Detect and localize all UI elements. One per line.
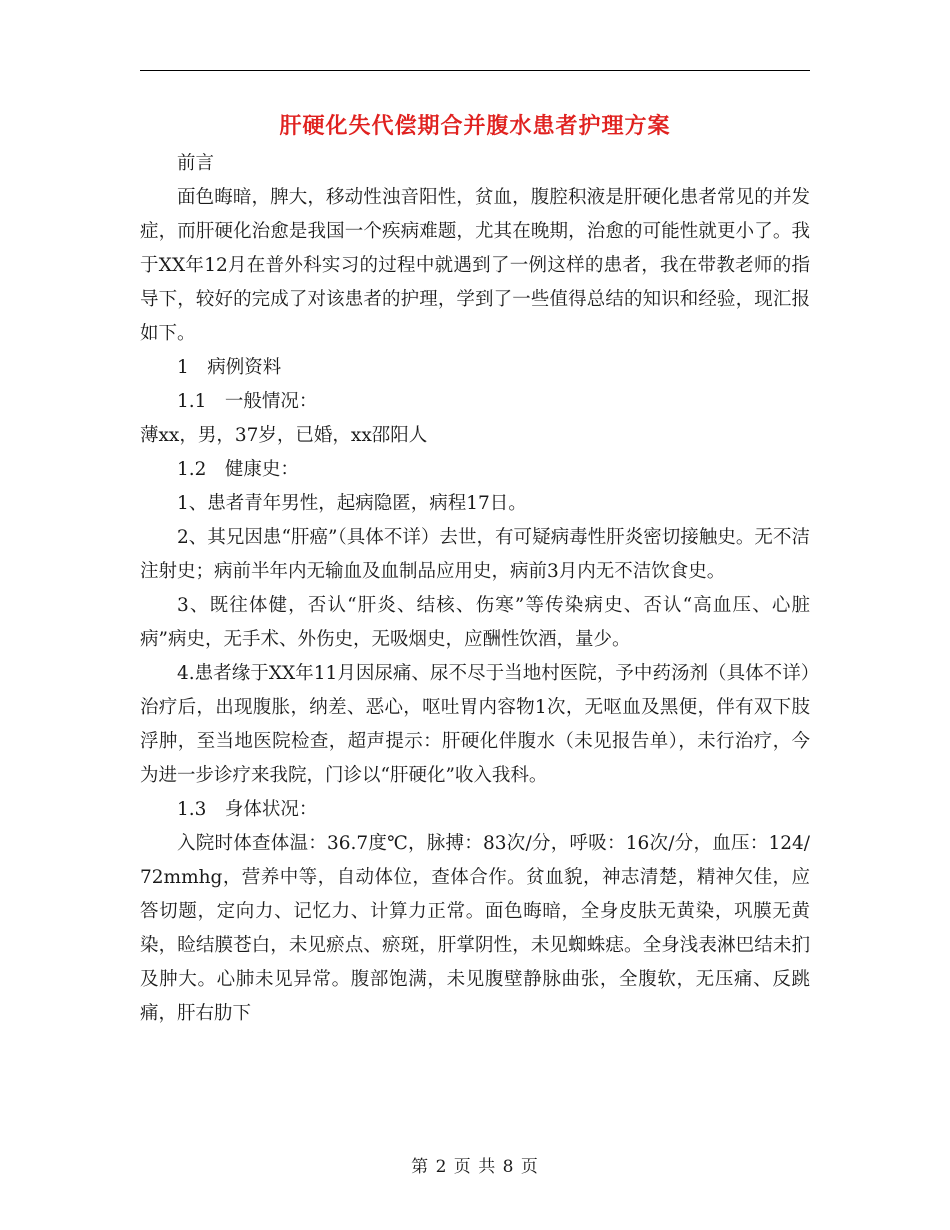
page-footer: 第 2 页 共 8 页	[411, 1157, 539, 1177]
section-heading-preface: 前言	[177, 153, 215, 174]
paragraph-preface-body: 面色晦暗，脾大，移动性浊音阳性，贫血，腹腔积液是肝硬化患者常见的并发症，而肝硬化治愈是我国一个疾病难题，尤其在晚期，治愈的可能性就更小了。我于XX年12月在普外科实习的过程中就遇到了一例这样的患者，我在带教老师的指导下，较好的完成了对该患者的护理，学到了一些值得总结的知识和经验，现汇报如下。	[140, 187, 810, 344]
subsection-heading-general: 1.1 一般情况：	[177, 391, 318, 412]
subsection-heading-physical-status: 1.3 身体状况：	[177, 799, 318, 820]
paragraph-history-1: 1、患者青年男性，起病隐匿，病程17日。	[177, 493, 527, 514]
paragraph-patient-info: 薄xx，男，37岁，已婚，xx邵阳人	[140, 425, 428, 446]
subsection-heading-health-history: 1.2 健康史：	[177, 459, 299, 480]
section-heading-case-data: 1 病例资料	[177, 357, 282, 378]
paragraph-history-4: 4.患者缘于XX年11月因尿痛、尿不尽于当地村医院，予中药汤剂（具体不详）治疗后，出现腹胀，纳差、恶心，呕吐胃内容物1次，无呕血及黑便，伴有双下肢浮肿，至当地医院检查，超声提示：肝硬化伴腹水（未见报告单），未行治疗，今为进一步诊疗来我院，门诊以“肝硬化”收入我科。	[140, 663, 810, 786]
paragraph-history-3: 3、既往体健，否认“肝炎、结核、伤寒”等传染病史、否认“高血压、心脏病”病史，无手术、外伤史，无吸烟史，应酬性饮酒，量少。	[140, 595, 810, 650]
paragraph-history-2: 2、其兄因患“肝癌”（具体不详）去世，有可疑病毒性肝炎密切接触史。无不洁注射史；病前半年内无输血及血制品应用史，病前3月内无不洁饮食史。	[140, 527, 810, 582]
header-rule	[140, 70, 810, 71]
paragraph-physical-exam: 入院时体查体温：36.7度℃，脉搏：83次/分，呼吸：16次/分，血压：124/72mmhg，营养中等，自动体位，查体合作。贫血貌，神志清楚，精神欠佳，应答切题，定向力、记忆力、计算力正常。面色晦暗，全身皮肤无黄染，巩膜无黄染，睑结膜苍白，未见瘀点、瘀斑，肝掌阴性，未见蜘蛛痣。全身浅表淋巴结未扪及肿大。心肺未见异常。腹部饱满，未见腹壁静脉曲张，全腹软，无压痛、反跳痛，肝右肋下	[140, 833, 810, 1024]
document-body	[140, 147, 810, 1031]
document-title: 肝硬化失代偿期合并腹水患者护理方案	[279, 113, 671, 139]
